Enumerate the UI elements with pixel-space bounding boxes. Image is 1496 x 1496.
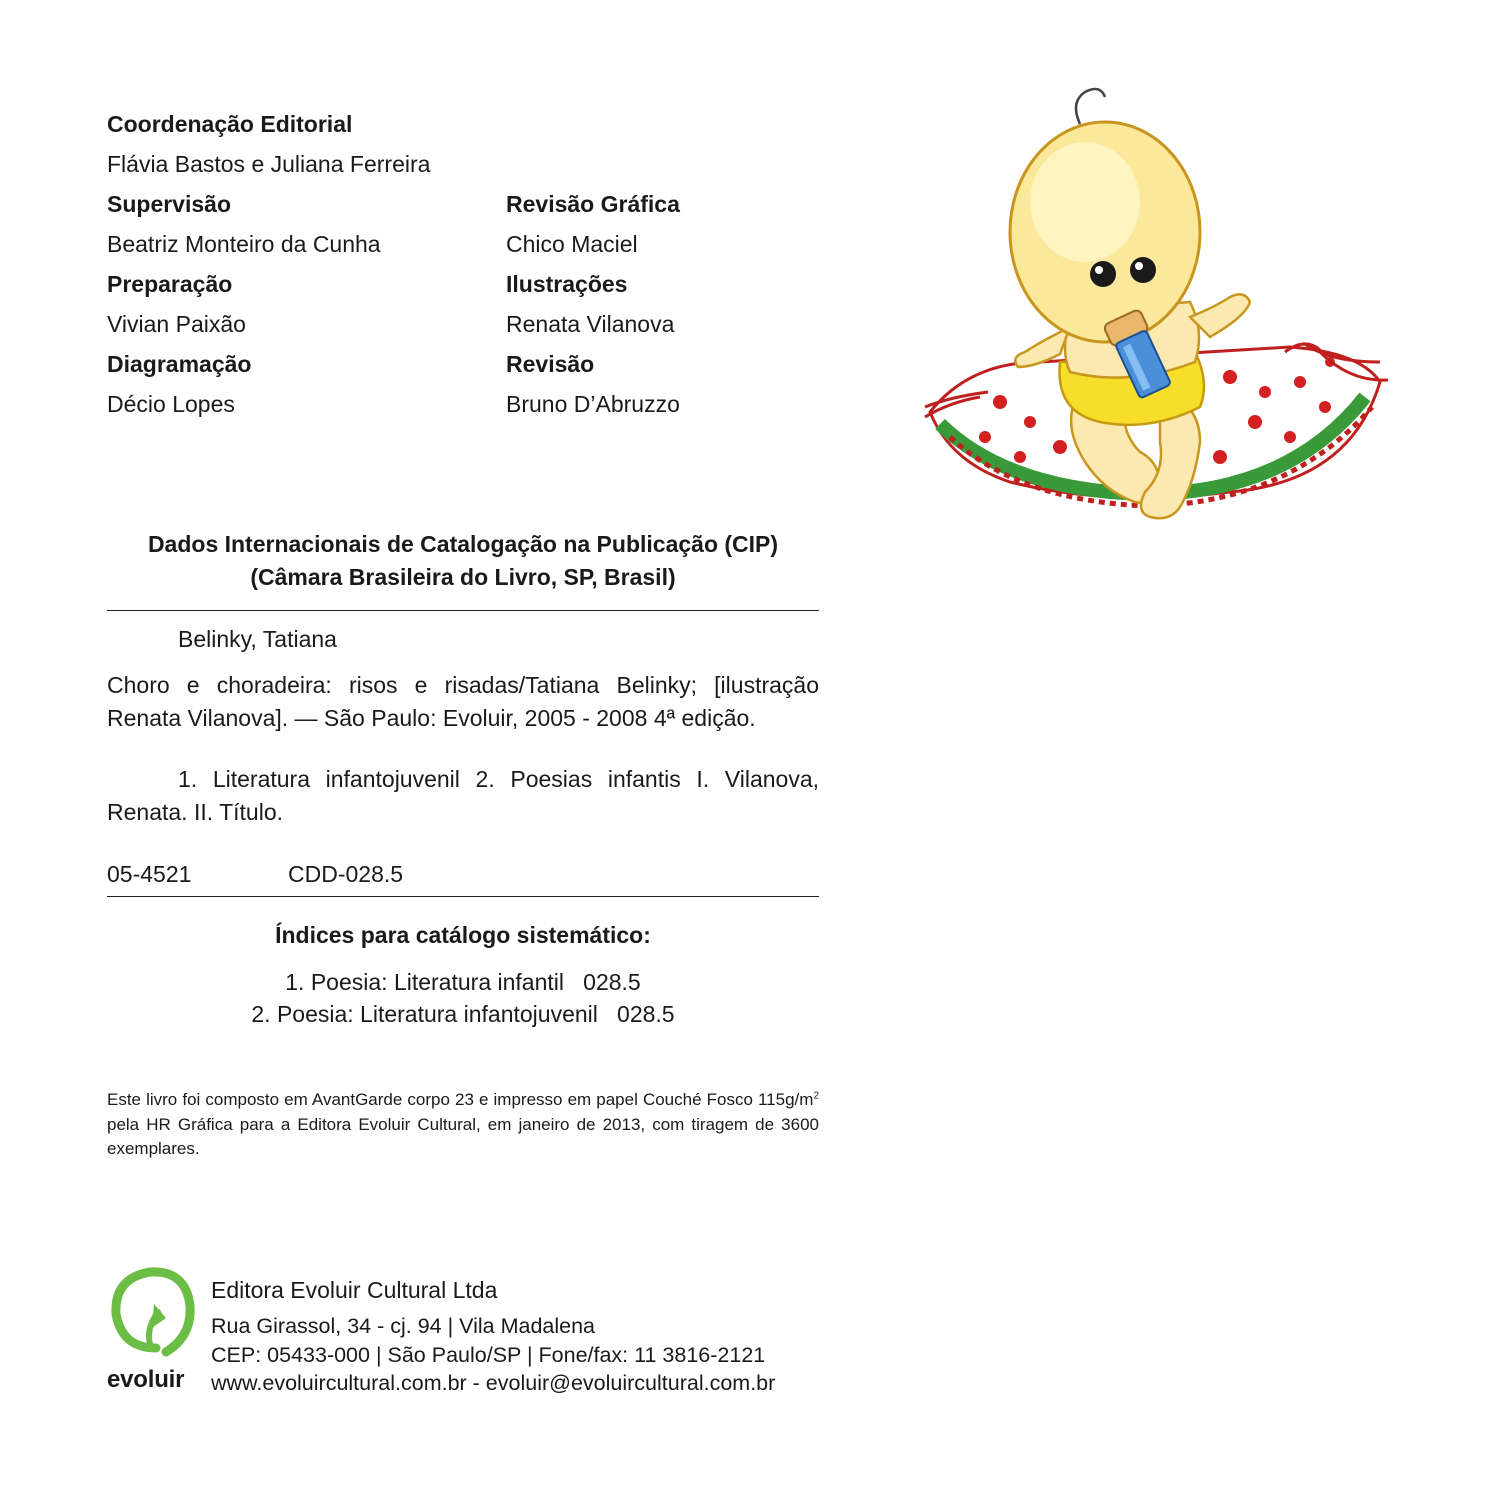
publisher-web-email[interactable]: www.evoluircultural.com.br - evoluir@evoluircultural.com.br: [211, 1371, 776, 1395]
cip-title: [107, 528, 819, 594]
cip-description: Choro e choradeira: risos e risadas/Tatiana Belinky; [ilustração Renata Vilanova]. — São Paulo: Evoluir, 2005 - 2008 4ª edição.: [107, 672, 819, 731]
colophon-part1: Este livro foi composto em AvantGarde corpo 23 e impresso em papel Couché Fosco 115g/m: [107, 1090, 814, 1109]
credit-value-diagramacao: Décio Lopes: [107, 391, 235, 417]
credit-value-ilustracoes: Renata Vilanova: [506, 311, 675, 337]
credit-label-supervisao: Supervisão: [107, 191, 231, 217]
publisher-address: Rua Girassol, 34 - cj. 94 | Vila Madalena: [211, 1314, 596, 1338]
cip-title-line1: Dados Internacionais de Catalogação na Publicação (CIP): [147, 531, 779, 557]
cip-author: Belinky, Tatiana: [178, 626, 337, 652]
colophon: [107, 1088, 819, 1162]
colophon-part2: pela HR Gráfica para a Editora Evoluir Cultural, em janeiro de 2013, com tiragem de 3600 exemplares.: [107, 1114, 819, 1158]
colophon-superscript: 2: [813, 1090, 819, 1102]
index-item-text: 2. Poesia: Literatura infantojuvenil: [251, 1001, 598, 1027]
cip-top-rule: [107, 610, 819, 611]
credit-value-revisao-grafica: Chico Maciel: [506, 231, 638, 257]
credit-label-diagramacao: Diagramação: [107, 351, 252, 377]
cip-subjects: 1. Literatura infantojuvenil 2. Poesias infantis I. Vilanova, Renata. II. Título.: [107, 766, 819, 825]
logo-wordmark: evoluir: [107, 1366, 185, 1393]
index-item-code: 028.5: [583, 969, 641, 995]
credit-label-ilustracoes: Ilustrações: [506, 271, 628, 297]
indices-title: Índices para catálogo sistemático:: [275, 922, 651, 948]
credit-value-preparacao: Vivian Paixão: [107, 311, 246, 337]
publisher-cep-phone: CEP: 05433-000 | São Paulo/SP | Fone/fax: 11 3816-2121: [211, 1342, 766, 1367]
credit-label-revisao: Revisão: [506, 351, 595, 377]
credit-value-revisao: Bruno D’Abruzzo: [506, 391, 680, 417]
credit-value-coordenacao: Flávia Bastos e Juliana Ferreira: [107, 151, 431, 177]
credit-label-preparacao: Preparação: [107, 271, 233, 297]
index-item: [107, 998, 819, 1030]
cip-bottom-rule: [107, 896, 819, 897]
index-item: [107, 966, 819, 998]
index-item-code: 028.5: [617, 1001, 675, 1027]
index-item-text: 1. Poesia: Literatura infantil: [285, 969, 564, 995]
publisher-contact: [211, 1312, 775, 1398]
credits-block: [107, 104, 827, 424]
indices-list: [107, 966, 819, 1030]
credit-label-coordenacao: Coordenação Editorial: [107, 111, 353, 137]
cip-title-line2: (Câmara Brasileira do Livro, SP, Brasil): [250, 564, 676, 590]
credit-value-supervisao: Beatriz Monteiro da Cunha: [107, 231, 381, 257]
cip-codes: [107, 858, 403, 890]
baby-illustration: [910, 62, 1400, 542]
cip-cdd: CDD-028.5: [288, 861, 404, 887]
credit-label-revisao-grafica: Revisão Gráfica: [506, 191, 680, 217]
publisher-name: Editora Evoluir Cultural Ltda: [211, 1277, 498, 1303]
cip-number: 05-4521: [107, 861, 192, 887]
